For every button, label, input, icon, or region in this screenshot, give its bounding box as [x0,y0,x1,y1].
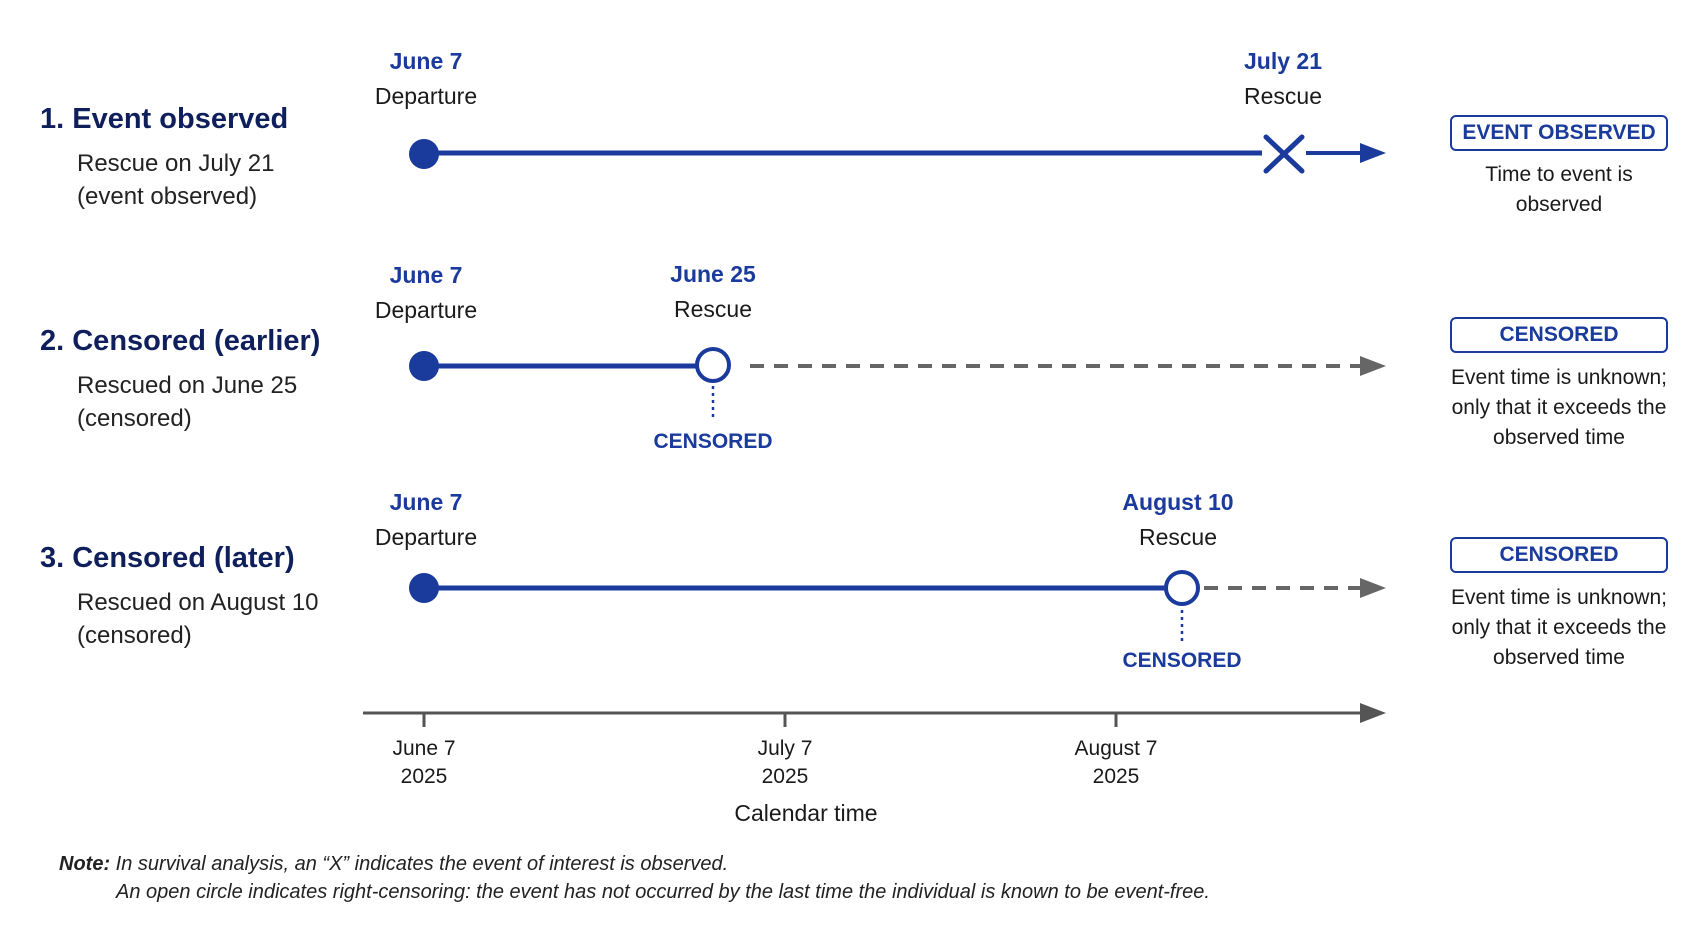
row3-end-label: Rescue [1139,524,1217,550]
note-label: Note: [59,853,111,875]
note-text-line1: In survival analysis, an “X” indicates the event of interest is observed. [115,853,729,875]
row1-desc-line2: (event observed) [77,183,258,210]
row3-start-date: June 7 [389,489,463,515]
row3-arrowhead [1360,578,1386,598]
row1-start-dot [409,139,439,169]
row1-event-x-marker [1266,137,1302,171]
axis-tick-july-line1: July 7 [757,737,813,760]
axis-tick-label-june [392,735,455,791]
note-text-line2: An open circle indicates right-censoring: the event has not occurred by the last time the individual is known to be event-free. [116,881,1210,903]
row2-desc-line2: (censored) [77,405,192,432]
row2-end-date: June 25 [670,261,756,287]
row3-desc-line1: Rescued on August 10 [77,589,319,616]
axis-tick-june-line1: June 7 [392,737,456,760]
row3-title: 3. Censored (later) [40,542,295,574]
row1-explain: Time to event is observed [1485,163,1633,216]
row2-desc-line1: Rescued on June 25 [77,372,298,399]
row2-end-label: Rescue [674,296,752,322]
row3-end-date: August 10 [1122,489,1234,515]
axis-tick-june-line2: 2025 [400,765,448,788]
axis-title: Calendar time [734,800,878,826]
row2-arrowhead [1360,356,1386,376]
row1-start-date: June 7 [389,48,463,74]
row1-status-badge: EVENT OBSERVED [1450,115,1668,151]
row1-start-label: Departure [374,83,478,109]
axis-tick-label-august [1075,735,1158,791]
row1-end-label: Rescue [1244,83,1322,109]
row2-censored-label: CENSORED [653,430,773,453]
calendar-axis-arrowhead [1360,703,1386,723]
row3-censored-label: CENSORED [1122,649,1242,672]
axis-tick-august-line1: August 7 [1074,737,1158,760]
row3-censor-open-circle [1166,572,1198,604]
row1-desc-line1: Rescue on July 21 [77,150,275,177]
row2-start-dot [409,351,439,381]
row3-start-label: Departure [374,524,478,550]
axis-tick-label-july [758,735,813,791]
row3-explain: Event time is unknown; only that it exceeds the observed time [1451,586,1667,669]
row2-start-label: Departure [374,297,478,323]
axis-tick-july-line2: 2025 [761,765,809,788]
row3-status-badge: CENSORED [1450,537,1668,573]
row2-title: 2. Censored (earlier) [40,325,321,357]
row2-start-date: June 7 [389,262,463,288]
row1-arrowhead [1360,143,1386,163]
row3-desc-line2: (censored) [77,622,192,649]
row2-censor-open-circle [697,349,729,381]
row1-title: 1. Event observed [40,103,289,135]
row2-status-badge: CENSORED [1450,317,1668,353]
row2-explain: Event time is unknown; only that it exceeds the observed time [1451,366,1667,449]
row3-start-dot [409,573,439,603]
axis-tick-august-line2: 2025 [1092,765,1140,788]
note-line1 [59,853,728,876]
row1-end-date: July 21 [1244,48,1322,74]
